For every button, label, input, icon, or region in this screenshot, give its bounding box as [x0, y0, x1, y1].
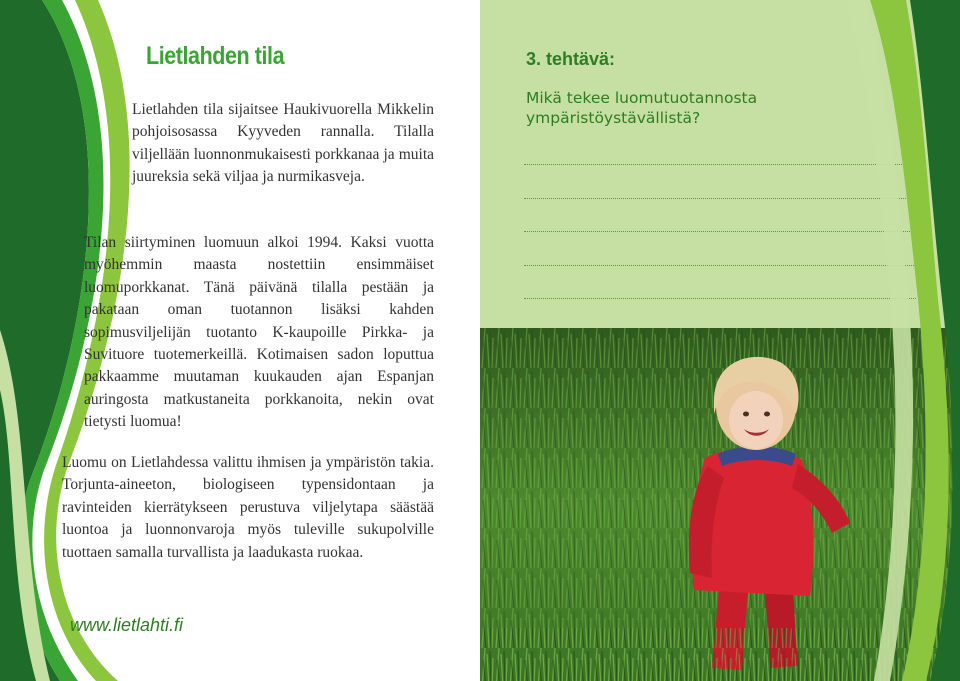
answer-line[interactable] — [524, 265, 916, 266]
answer-line[interactable] — [524, 164, 916, 165]
task-title: 3. tehtävä: — [526, 49, 616, 69]
answer-line[interactable] — [524, 298, 916, 299]
website-link[interactable]: www.lietlahti.fi — [70, 615, 184, 635]
task-question: Mikä tekee luomutuotannosta ympäristöystävällistä? — [526, 89, 758, 127]
photo-illustration — [480, 328, 960, 681]
answer-line[interactable] — [524, 198, 916, 199]
reason-paragraph: Luomu on Lietlahdessa valittu ihmisen ja ympäristön takia. Torjunta-aineeton, biologiseen typensidontaan ja ravinteiden kierrätykseen perustuva viljelytapa säästää luontoa ja luonnonvaroja myös tuleville sukupolville tuottaen samalla turvallista ja laadukasta ruokaa. — [62, 454, 434, 561]
child-in-grass-photo — [480, 328, 960, 681]
history-paragraph: Tilan siirtyminen luomuun alkoi 1994. Kaksi vuotta myöhemmin maasta nostettiin ensimmäiset luomuporkkanat. Tänä päivänä tilalla pestään ja pakataan oman tuotannon lisäksi kahden sopimusviljelijän tuotanto K-kaupoille Pirkka- ja Suvituore tuotemerkeillä. Kotimaisen sadon loputtua pakkaamme muutaman kuukauden ajan Espanjan auringosta matkustaneita porkkanoita, nekin ovat tietysti luomua! — [84, 234, 434, 431]
intro-paragraph: Lietlahden tila sijaitsee Haukivuorella Mikkelin pohjoisosassa Kyyveden rannalla. Tilalla viljellään luonnonmukaisesti porkkanaa ja muita juureksia sekä viljaa ja nurmikasveja. — [132, 101, 434, 186]
page-title: Lietlahden tila — [146, 42, 285, 70]
answer-line[interactable] — [524, 231, 916, 232]
